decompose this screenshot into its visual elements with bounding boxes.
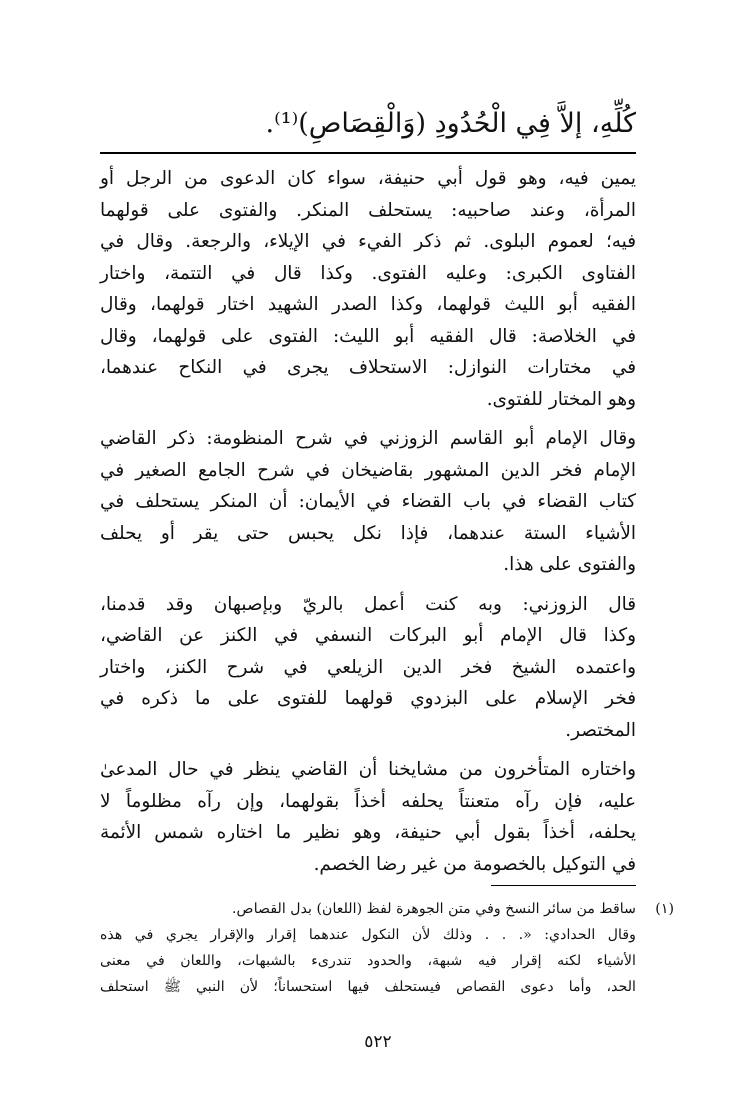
text-line: كتاب القضاء في باب القضاء في الأيمان: أن المنكر يستحلف في	[100, 491, 636, 512]
text-line: الأشياء الستة عندهما، فإذا نكل يحبس حتى يقر أو يحلف	[100, 522, 636, 544]
text-line: عليه، فإن رآه متعنتاً يحلفه أخذاً بقولهما، وإن رآه مظلوماً لا	[100, 790, 636, 812]
text-line: في التوكيل بالخصومة من غير رضا الخصم.	[313, 853, 636, 875]
text-line: الفتاوى الكبرى: وعليه الفتوى. وكذا قال في التتمة، واختار	[100, 262, 636, 284]
paragraph	[100, 754, 636, 880]
text-line: وهو المختار للفتوى.	[486, 388, 636, 410]
text-line: واختاره المتأخرون من مشايخنا أن القاضي ينظر في حال المدعىٰ	[100, 759, 636, 780]
text-line: وكذا قال الإمام أبو البركات النسفي في الكنز عن القاضي،	[100, 625, 636, 646]
footnote-marker: (١)	[655, 901, 674, 917]
footnote-rule	[491, 885, 636, 886]
footnote-line: ساقط من سائر النسخ وفي متن الجوهرة لفظ (اللعان) بدل القصاص.	[232, 901, 636, 917]
page-number: ٥٢٢	[364, 1032, 392, 1052]
text-line: وقال الإمام أبو القاسم الزوزني في شرح المنظومة: ذكر القاضي	[100, 428, 636, 449]
header-rule	[100, 152, 636, 154]
text-line: فخر الإسلام على البزدوي قولهما للفتوى على ما ذكره في	[100, 688, 636, 709]
footnote-line: الحد، وأما دعوى القصاص فيستحلف فيها استحساناً؛ لأن النبي ﷺ استحلف	[100, 979, 636, 995]
text-line: الإمام فخر الدين المشهور بقاضيخان في شرح الجامع الصغير في	[100, 459, 636, 481]
main-text	[100, 163, 636, 888]
paragraph	[100, 423, 636, 581]
text-line: الفقيه أبو الليث قولهما، وكذا الصدر الشهيد اختار قولهما، وقال	[100, 294, 636, 315]
text-line: في مختارات النوازل: الاستحلاف يجرى في النكاح عندهما،	[100, 357, 636, 378]
footnotes	[100, 896, 674, 1000]
paragraph	[100, 163, 636, 415]
text-line: المرأة، وعند صاحبيه: يستحلف المنكر. والفتوى على قولهما	[100, 199, 636, 221]
text-line: في الخلاصة: قال الفقيه أبو الليث: الفتوى على قولهما، وقال	[100, 325, 636, 347]
text-line: المختصر.	[565, 719, 636, 741]
text-line: يمين فيه، وهو قول أبي حنيفة، سواء كان الدعوى من الرجل أو	[100, 168, 636, 189]
text-line: فيه؛ لعموم البلوى. ثم ذكر الفيء في الإيلاء، والرجعة. وقال في	[100, 231, 636, 252]
text-line: والفتوى على هذا.	[503, 554, 636, 575]
text-line: قال الزوزني: وبه كنت أعمل بالريّ وبإصبهان وقد قدمنا،	[100, 593, 636, 615]
paragraph	[100, 589, 636, 747]
text-line: يحلفه، أخذاً بقول أبي حنيفة، وهو نظير ما اختاره شمس الأئمة	[100, 822, 636, 843]
footnote-line: وقال الحدادي: «. . . وذلك لأن النكول عندهما إقرار والإقرار يجري في هذه	[100, 927, 636, 943]
text-line: واعتمده الشيخ فخر الدين الزيلعي في شرح الكنز، واختار	[100, 656, 636, 678]
continuation-line: كُلِّهِ، إلاَّ فِي الْحُدُودِ (وَالْقِصَاصِ)⁽¹⁾.	[265, 108, 636, 139]
footnote-line: الأشياء لكنه إقرار فيه شبهة، والحدود تندرىء بالشبهات، واللعان في معنى	[100, 953, 636, 969]
